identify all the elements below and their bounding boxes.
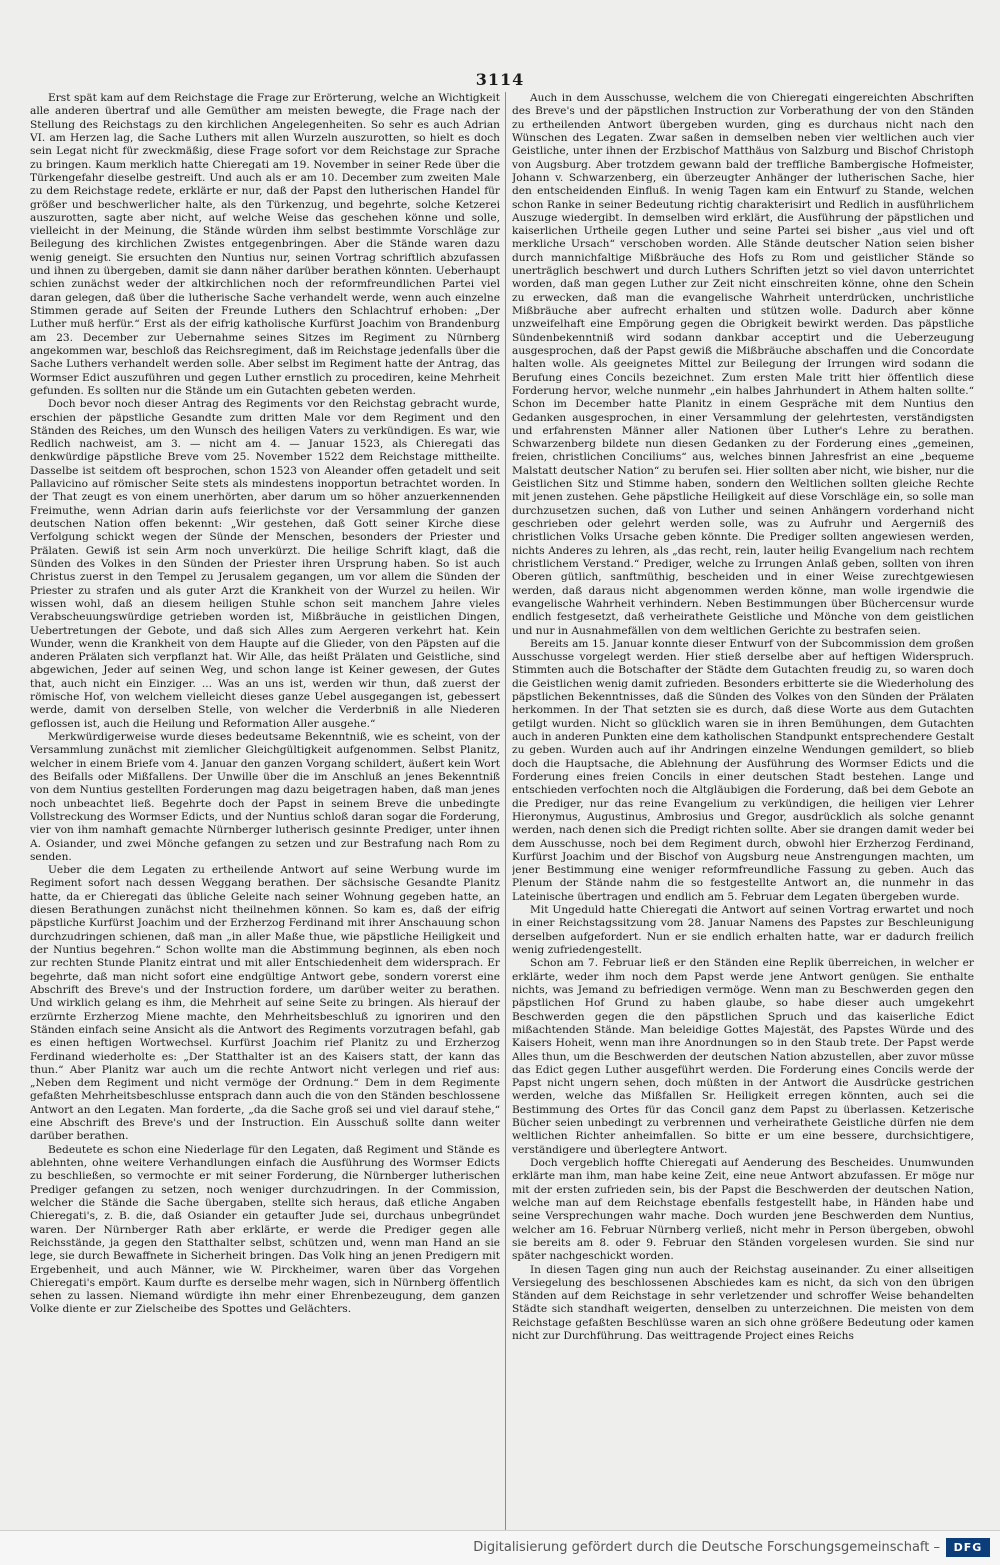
footer-credit: Digitalisierung gefördert durch die Deutsche Forschungsgemeinschaft –	[473, 1540, 940, 1555]
paragraph: Bedeutete es schon eine Niederlage für den Legaten, daß Regiment und Stände es ablehnten, ohne weitere Verhandlungen einfach die Ausführung des Wormser Edicts zu beschließen, so vermochte er mit seiner Forderung, die Nürnberger lutherischen Prediger gefangen zu setzen, noch weniger durchzudringen. In der Commission, welcher die Stände die Sache übergaben, stellte sich heraus, daß etliche Angaben Chieregati's, z. B. die, daß Osiander ein getaufter Jude sei, durchaus unbegründet waren. Der Nürnberger Rath aber erklärte, er werde die Prediger gegen alle Reichsstände, ja gegen den Statthalter selbst, schützen und, wenn man Hand an sie lege, sie durch Bewaffnete in Sicherheit bringen. Das Volk hing an jenen Predigern mit Ergebenheit, und auch Männer, wie W. Pirckheimer, waren über das Vorgehen Chieregati's empört. Kaum durfte es derselbe mehr wagen, sich in Nürnberg öffentlich sehen zu lassen. Niemand würdigte ihn mehr einer Ehrenbezeugung, dem ganzen Volke diente er zur Zielscheibe des Spottes und Gelächters.	[30, 1143, 500, 1316]
right-column	[512, 92, 974, 1532]
paragraph: Doch bevor noch dieser Antrag des Regiments vor den Reichstag gebracht wurde, erschien der päpstliche Gesandte zum dritten Male vor dem Regiment und den Ständen des Reiches, um den Wunsch des heiligen Vaters zu verkündigen. Es war, wie Redlich nachweist, am 3. — nicht am 4. — Januar 1523, als Chieregati das denkwürdige päpstliche Breve vom 25. November 1522 dem Reichstage mittheilte. Dasselbe ist seitdem oft besprochen, schon 1523 von Aleander offen getadelt und seit Pallavicino auf römischer Seite stets als mindestens inopportun betrachtet worden. In der That zeugt es von einem unerhörten, aber darum um so höher anzuerkennenden Freimuthe, wenn Adrian darin aufs feierlichste vor der Versammlung der ganzen deutschen Nation offen bekennt: „Wir gestehen, daß Gott seiner Kirche diese Verfolgung schickt wegen der Sünde der Menschen, besonders der Priester und Prälaten. Gewiß ist sein Arm noch unverkürzt. Die heilige Schrift klagt, daß die Sünden des Volkes in den Sünden der Priester ihren Ursprung haben. So ist auch Christus zuerst in den Tempel zu Jerusalem gegangen, um vor allem die Sünden der Priester zu strafen und als guter Arzt die Krankheit von der Wurzel zu heilen. Wir wissen wohl, daß an diesem heiligen Stuhle schon seit manchem Jahre vieles Verabscheuungswürdige getrieben worden ist, Mißbräuche in geistlichen Dingen, Uebertretungen der Gebote, und daß sich Alles zum Aergeren verkehrt hat. Kein Wunder, wenn die Krankheit von dem Haupte auf die Glieder, von den Päpsten auf die anderen Prälaten sich verpflanzt hat. Wir Alle, das heißt Prälaten und Geistliche, sind abgewichen, Jeder auf seinen Weg, und schon lange ist Keiner gewesen, der Gutes that, auch nicht ein Einziger. ... Was an uns ist, werden wir thun, daß zuerst der römische Hof, von welchem vielleicht dieses ganze Uebel ausgegangen ist, gebessert werde, damit von derselben Stelle, von welcher die Verderbniß in alle Niederen geflossen ist, auch die Heilung und Reformation Aller ausgehe.“	[30, 398, 500, 730]
paragraph: Merkwürdigerweise wurde dieses bedeutsame Bekenntniß, wie es scheint, von der Versammlung zunächst mit ziemlicher Gleichgültigkeit aufgenommen. Selbst Planitz, welcher in einem Briefe vom 4. Januar den ganzen Vorgang schildert, äußert kein Wort des Beifalls oder Mißfallens. Der Unwille über die im Anschluß an jenes Bekenntniß von dem Nuntius gestellten Forderungen mag dazu beigetragen haben, daß man jenes noch unbeachtet ließ. Begehrte doch der Papst in seinem Breve die unbedingte Vollstreckung des Wormser Edicts, und der Nuntius schloß daran sogar die Forderung, vier von ihm namhaft gemachte Nürnberger lutherisch gesinnte Prediger, unter ihnen A. Osiander, und zwei Mönche gefangen zu setzen und zur Bestrafung nach Rom zu senden.	[30, 731, 500, 863]
paragraph: Bereits am 15. Januar konnte dieser Entwurf von der Subcommission dem großen Ausschusse vorgelegt werden. Hier stieß derselbe aber auf heftigen Widerspruch. Stimmten auch die Botschafter der Städte dem Gutachten freudig zu, so waren doch die Geistlichen wenig damit zufrieden. Besonders erbitterte sie die Wiederholung des päpstlichen Bekenntnisses, daß die Sünden des Volkes von den Sünden der Prälaten herkommen. In der That setzten sie es durch, daß diese Worte aus dem Gutachten getilgt wurden. Nicht so glücklich waren sie in ihren Bemühungen, dem Gutachten auch in anderen Punkten eine dem katholischen Standpunkt entsprechendere Gestalt zu geben. Wurden auch auf ihr Andringen einzelne Wendungen gemildert, so blieb doch die Hauptsache, die Ablehnung der Ausführung des Wormser Edicts und die Forderung eines freien Concils in einer deutschen Stadt bestehen. Lange und entschieden verfochten noch die Altgläubigen die Forderung, daß bei dem Gebote an die Prediger, nur das reine Evangelium zu verkündigen, die heiligen vier Lehrer Hieronymus, Augustinus, Ambrosius und Gregor, ausdrücklich als solche genannt werden, nach denen sich die Predigt richten sollte. Aber sie drangen damit weder bei dem Ausschusse, noch bei dem Regiment durch, obwohl hier Erzherzog Ferdinand, Kurfürst Joachim und der Bischof von Augsburg neue Anstrengungen machten, um jener Bestimmung eine weniger reformfreundliche Fassung zu geben. Auch das Plenum der Stände nahm die so festgestellte Antwort an, die nunmehr in das Lateinische übertragen und endlich am 5. Februar dem Legaten übergeben wurde.	[512, 637, 974, 903]
paragraph: Ueber die dem Legaten zu ertheilende Antwort auf seine Werbung wurde im Regiment sofort nach dessen Weggang berathen. Der sächsische Gesandte Planitz hatte, da er Chieregati das übliche Geleite nach seiner Wohnung gegeben hatte, an diesen Berathungen zunächst nicht theilnehmen können. So kam es, daß der eifrig päpstliche Kurfürst Joachim und der Erzherzog Ferdinand mit ihrer Anschauung schon durchzudringen schienen, daß man „in aller Maße thue, wie päpstliche Heiligkeit und der Nuntius begehren.“ Schon wollte man die Abstimmung beginnen, als eben noch zur rechten Stunde Planitz eintrat und mit aller Entschiedenheit dem widersprach. Er begehrte, daß man nicht sofort eine endgültige Antwort gebe, sondern vorerst eine Abschrift des Breve's und der Instruction fordere, um darüber weiter zu berathen. Und wirklich gelang es ihm, die Mehrheit auf seine Seite zu bringen. Als hierauf der erzürnte Erzherzog Miene machte, den Mehrheitsbeschluß zu ignoriren und den Ständen einfach seine Ansicht als die Antwort des Regiments vorzutragen befahl, gab es einen heftigen Wortwechsel. Kurfürst Joachim rief Planitz zu und Erzherzog Ferdinand wiederholte es: „Der Statthalter ist an des Kaisers statt, der kann das thun.“ Aber Planitz war auch um die rechte Antwort nicht verlegen und rief aus: „Neben dem Regiment und nicht vermöge der Ordnung.“ Dem in dem Regimente gefaßten Mehrheitsbeschlusse entsprach dann auch die von den Ständen beschlossene Antwort an den Legaten. Man forderte, „da die Sache groß sei und viel darauf stehe,“ eine Abschrift des Breve's und der Instruction. Ein Ausschuß sollte dann weiter darüber berathen.	[30, 864, 500, 1143]
paragraph: Doch vergeblich hoffte Chieregati auf Aenderung des Bescheides. Unumwunden erklärte man ihm, man habe keine Zeit, eine neue Antwort abzufassen. Er möge nur mit der ersten zufrieden sein, bis der Papst die Beschwerden der deutschen Nation, welche man auf dem Reichstage ebenfalls festgestellt habe, in Händen habe und seine Versprechungen wahr mache. Doch wurden jene Beschwerden dem Nuntius, welcher am 16. Februar Nürnberg verließ, nicht mehr in Person übergeben, obwohl sie bereits am 8. oder 9. Februar den Ständen vorgelesen wurden. Sie sind nur später nachgeschickt worden.	[512, 1157, 974, 1263]
dfg-logo: DFG	[946, 1538, 990, 1557]
paragraph: In diesen Tagen ging nun auch der Reichstag auseinander. Zu einer allseitigen Versiegelung des beschlossenen Abschiedes kam es nicht, da sich von den übrigen Ständen auf dem Reichstage in sehr verletzender und schroffer Weise behandelten Städte sich standhaft weigerten, denselben zu unterzeichnen. Die meisten von dem Reichstage gefaßten Beschlüsse waren an sich ohne größere Bedeutung oder kamen nicht zur Durchführung. Das weittragende Project eines Reichs	[512, 1263, 974, 1343]
digitization-footer	[0, 1530, 1000, 1565]
paragraph: Mit Ungeduld hatte Chieregati die Antwort auf seinen Vortrag erwartet und noch in einer Reichstagssitzung vom 28. Januar Namens des Papstes zur Beschleunigung derselben aufgefordert. Nun er sie endlich erhalten hatte, war er dadurch freilich wenig zufriedengestellt.	[512, 904, 974, 956]
paragraph: Erst spät kam auf dem Reichstage die Frage zur Erörterung, welche an Wichtigkeit alle anderen übertraf und alle Gemüther am meisten bewegte, die Frage nach der Stellung des Reichstags zu den kirchlichen Angelegenheiten. So sehr es auch Adrian VI. am Herzen lag, die Sache Luthers mit allen Wurzeln auszurotten, so hielt es doch sein Legat nicht für zweckmäßig, diese Frage sofort vor dem Reichstage zur Sprache zu bringen. Kaum merklich hatte Chieregati am 19. November in seiner Rede über die Türkengefahr dieselbe gestreift. Und auch als er am 10. December zum zweiten Male zu dem Reichstage redete, erklärte er nur, daß der Papst den lutherischen Handel für größer und beschwerlicher halte, als den Türkenzug, und begehrte, solche Ketzerei auszurotten, sagte aber nicht, auf welche Weise das geschehen könne und solle, vielleicht in der Meinung, die Stände würden ihm selbst bestimmte Vorschläge zur Beilegung des kirchlichen Zwistes entgegenbringen. Aber die Stände waren dazu wenig geneigt. Sie ersuchten den Nuntius nur, seinen Vortrag schriftlich abzufassen und ihnen zu übergeben, damit sie dann näher darüber berathen könnten. Ueberhaupt schien zunächst weder der altkirchlichen noch der reformfreundlichen Partei viel daran gelegen, daß über die lutherische Sache verhandelt werde, wenn auch einzelne Stimmen gerade auf Seiten der Freunde Luthers den Schlachtruf erhoben: „Der Luther muß herfür.“ Erst als der eifrig katholische Kurfürst Joachim von Brandenburg am 23. December zur Uebernahme seines Sitzes im Regiment zu Nürnberg angekommen war, beschloß das Reichsregiment, daß im Reichstage jedenfalls über die Sache Luthers verhandelt werden solle. Aber selbst im Regiment hatte der Antrag, das Wormser Edict auszuführen und gegen Luther ernstlich zu procediren, keine Mehrheit gefunden. Es sollten nur die Stände um ein Gutachten gebeten werden.	[30, 92, 500, 397]
paragraph: Schon am 7. Februar ließ er den Ständen eine Replik überreichen, in welcher er erklärte, weder ihm noch dem Papst werde jene Antwort genügen. Sie enthalte nichts, was Jemand zu befriedigen vermöge. Wenn man zu Beschwerden gegen den päpstlichen Hof Grund zu haben glaube, so habe dieser auch umgekehrt Beschwerden gegen die den päpstlichen Spruch und das kaiserliche Edict mißachtenden Stände. Man beleidige Gottes Majestät, des Papstes Würde und des Kaisers Hoheit, wenn man ihre Anordnungen so in den Staub trete. Der Papst werde Alles thun, um die Beschwerden der deutschen Nation abzustellen, aber zuvor müsse das Edict gegen Luther ausgeführt werden. Die Forderung eines Concils werde der Papst nicht ungern sehen, doch müßten in der Antwort die Ausdrücke gestrichen werden, welche das Mißfallen Sr. Heiligkeit erregen könnten, auch sei die Bestimmung des Ortes für das Concil ganz dem Papst zu überlassen. Ketzerische Bücher seien unbedingt zu verbrennen und verheirathete Geistliche dürfen nie dem weltlichen Richter anheimfallen. So bitte er um eine bessere, durchsichtigere, verständigere und überlegtere Antwort.	[512, 957, 974, 1156]
page-number: 3114	[475, 70, 525, 89]
paragraph: Auch in dem Ausschusse, welchem die von Chieregati eingereichten Abschriften des Breve's und der päpstlichen Instruction zur Vorberathung der von den Ständen zu ertheilenden Antwort übergeben wurden, ging es durchaus nicht nach den Wünschen des Legaten. Zwar saßen in demselben neben vier weltlichen auch vier Geistliche, unter ihnen der Erzbischof Matthäus von Salzburg und Bischof Christoph von Augsburg. Aber trotzdem gewann bald der treffliche Bambergische Hofmeister, Johann v. Schwarzenberg, ein überzeugter Anhänger der lutherischen Sache, hier den entscheidenden Einfluß. In wenig Tagen kam ein Entwurf zu Stande, welchen schon Ranke in seiner Bedeutung richtig charakterisirt und Redlich in ausführlichem Auszuge wiedergibt. In demselben wird erklärt, die Ausführung der päpstlichen und kaiserlichen Urtheile gegen Luther und seine Partei sei bisher „aus viel und oft merkliche Ursach“ verschoben worden. Alle Stände deutscher Nation seien bisher durch mannichfaltige Mißbräuche des Hofs zu Rom und geistlicher Stände so unerträglich beschwert und durch Luthers Schriften jetzt so viel davon unterrichtet worden, daß man gegen Luther zur Zeit nicht einschreiten könne, ohne den Schein zu erwecken, daß man die evangelische Wahrheit unterdrücken, unchristliche Mißbräuche aber aufrecht erhalten und stützen wolle. Dadurch aber könne unzweifelhaft eine Empörung gegen die Obrigkeit bewirkt werden. Das päpstliche Sündenbekenntniß wird sodann dankbar acceptirt und die Ueberzeugung ausgesprochen, daß der Papst gewiß die Mißbräuche abschaffen und die Concordate halten wolle. Als geeignetes Mittel zur Beilegung der Irrungen wird sodann die Berufung eines Concils bezeichnet. Zum ersten Male tritt hier öffentlich diese Forderung hervor, welche nunmehr „ein halbes Jahrhundert in Athem halten sollte.“ Schon im December hatte Planitz in einem Gespräche mit dem Nuntius den Gedanken ausgesprochen, in einer Versammlung der gelehrtesten, verständigsten und erfahrensten Männer aller Nationen über Luther's Lehre zu berathen. Schwarzenberg bildete nun diesen Gedanken zu der Forderung eines „gemeinen, freien, christlichen Conciliums“ aus, welches binnen Jahresfrist an eine „bequeme Malstatt deutscher Nation“ zu berufen sei. Hier sollten aber nicht, wie bisher, nur die Geistlichen Sitz und Stimme haben, sondern den Weltlichen sollten gleiche Rechte mit jenen zustehen. Gehe päpstliche Heiligkeit auf diese Vorschläge ein, so solle man durchzusetzen suchen, daß von Luther und seinen Anhängern vorderhand nicht geschrieben oder gelehrt werden solle, was zu Aufruhr und Aergerniß des christlichen Volks Ursache geben könnte. Die Prediger sollten angewiesen werden, nichts Anderes zu lehren, als „das recht, rein, lauter heilig Evangelium nach rechtem christlichem Verstand.“ Prediger, welche zu Irrungen Anlaß geben, sollten von ihren Oberen gütlich, sanftmüthig, bescheiden und in einer Weise zurechtgewiesen werden, daß daraus nicht abgenommen werden könne, man wolle irgendwie die evangelische Wahrheit verhindern. Neben Bestimmungen über Büchercensur wurde endlich festgesetzt, daß verheirathete Geistliche und Mönche von dem geistlichen und nur in Ausnahmefällen von dem weltlichen Gerichte zu bestrafen seien.	[512, 92, 974, 637]
left-column	[30, 92, 500, 1532]
column-divider	[505, 92, 506, 1532]
